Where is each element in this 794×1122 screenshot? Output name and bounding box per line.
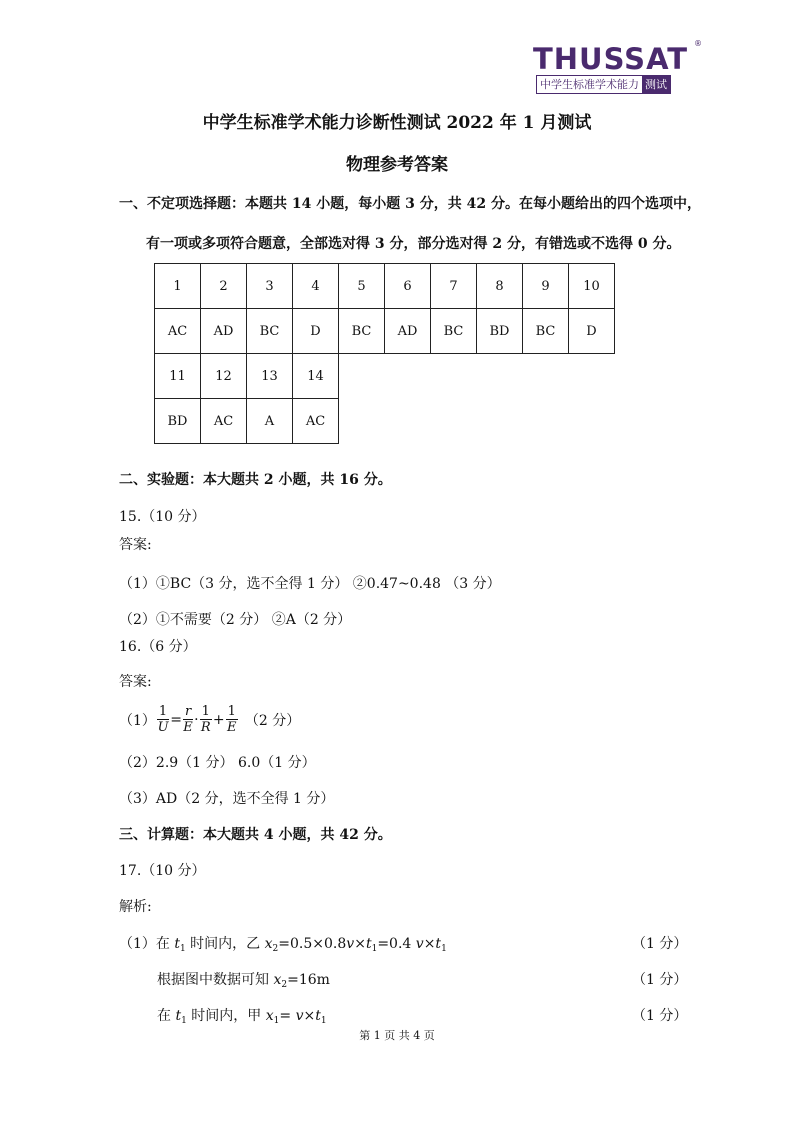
formula-equals: = bbox=[170, 711, 182, 728]
section1-instruction-line2: 有一项或多项符合题意，全部选对得 3 分，部分选对得 2 分，有错选或不选得 0 分。 bbox=[146, 236, 681, 252]
table-row bbox=[155, 354, 615, 399]
table-row bbox=[155, 264, 615, 309]
table-cell: 10 bbox=[569, 264, 615, 309]
subscript: 1 bbox=[320, 1016, 327, 1026]
var-v: v bbox=[346, 936, 355, 952]
thussat-logo bbox=[533, 39, 702, 92]
page-title: 中学生标准学术能力诊断性测试 2022 年 1 月测试 bbox=[202, 113, 592, 133]
text-run: × bbox=[303, 1008, 316, 1024]
table-cell: 5 bbox=[339, 264, 385, 309]
text-run: × bbox=[354, 936, 366, 952]
subscript: 2 bbox=[272, 944, 279, 954]
var-x: x bbox=[264, 936, 273, 952]
table-cell: 1 bbox=[155, 264, 201, 309]
table-cell: BC bbox=[431, 309, 477, 354]
text-run: 根据图中数据可知 bbox=[157, 972, 274, 988]
fraction-denominator: E bbox=[227, 720, 237, 735]
table-empty-cell bbox=[339, 399, 615, 444]
fraction-denominator: R bbox=[200, 720, 211, 735]
q15-part1: （1）①BC（3 分，选不全得 1 分） ②0.47~0.48 （3 分） bbox=[119, 576, 501, 592]
var-t: t bbox=[174, 936, 180, 952]
q16-part2: （2）2.9（1 分） 6.0（1 分） bbox=[119, 755, 316, 771]
text-run: × bbox=[423, 936, 436, 952]
q17-line1-score: （1 分） bbox=[632, 936, 688, 952]
table-cell: BD bbox=[155, 399, 201, 444]
registered-mark: ® bbox=[694, 39, 702, 48]
answer-table bbox=[154, 263, 615, 444]
section2-heading: 二、实验题：本大题共 2 小题，共 16 分。 bbox=[119, 472, 392, 488]
q16-answer-label: 答案: bbox=[119, 674, 152, 690]
subscript: 1 bbox=[180, 944, 186, 954]
section3-heading: 三、计算题：本大题共 4 小题，共 42 分。 bbox=[119, 827, 392, 843]
var-v: v bbox=[295, 1008, 304, 1024]
table-cell: 13 bbox=[247, 354, 293, 399]
q17-analysis-label: 解析: bbox=[119, 899, 152, 915]
subscript: 2 bbox=[281, 980, 288, 990]
subscript: 1 bbox=[181, 1016, 187, 1026]
table-cell: 12 bbox=[201, 354, 247, 399]
formula-fraction bbox=[183, 704, 193, 735]
subscript: 1 bbox=[371, 944, 378, 954]
table-cell: 11 bbox=[155, 354, 201, 399]
table-row bbox=[155, 309, 615, 354]
table-cell: D bbox=[293, 309, 339, 354]
q15-part2: （2）①不需要（2 分） ②A（2 分） bbox=[119, 612, 352, 628]
table-cell: 4 bbox=[293, 264, 339, 309]
subscript: 1 bbox=[273, 1016, 280, 1026]
text-run: （1）在 bbox=[119, 936, 175, 952]
formula-plus: + bbox=[212, 711, 225, 728]
var-t: t bbox=[435, 936, 442, 952]
logo-subtitle-left: 中学生标准学术能力 bbox=[540, 78, 639, 91]
table-cell: 6 bbox=[385, 264, 431, 309]
var-t: t bbox=[315, 1008, 321, 1024]
q16-part1 bbox=[119, 704, 300, 735]
formula-dot: · bbox=[194, 711, 199, 728]
logo-subtitle-right: 测试 bbox=[642, 76, 670, 93]
fraction-numerator: 1 bbox=[158, 704, 168, 719]
text-run: 在 bbox=[157, 1008, 176, 1024]
section1-instruction-line1: 一、不定项选择题：本题共 14 小题，每小题 3 分，共 42 分。在每小题给出的四个选项中， bbox=[119, 196, 701, 212]
var-v: v bbox=[415, 936, 424, 952]
fraction-numerator: r bbox=[184, 704, 192, 719]
q15-label: 15.（10 分） bbox=[119, 509, 206, 525]
q17-line2-score: （1 分） bbox=[632, 972, 688, 988]
table-cell: 14 bbox=[293, 354, 339, 399]
table-cell: BC bbox=[339, 309, 385, 354]
table-cell: 2 bbox=[201, 264, 247, 309]
table-cell: AC bbox=[155, 309, 201, 354]
page-subtitle: 物理参考答案 bbox=[346, 155, 448, 175]
table-cell: AC bbox=[293, 399, 339, 444]
logo-subtitle-box bbox=[536, 75, 671, 94]
q17-line1 bbox=[119, 933, 447, 954]
var-t: t bbox=[365, 936, 372, 952]
q17-line3 bbox=[157, 1005, 327, 1026]
table-cell: 8 bbox=[477, 264, 523, 309]
fraction-numerator: 1 bbox=[227, 704, 236, 719]
q16-part3: （3）AD（2 分，选不全得 1 分） bbox=[119, 791, 335, 807]
q16-label: 16.（6 分） bbox=[119, 639, 197, 655]
text-run: =0.5×0.8 bbox=[278, 936, 347, 952]
q16-part1-prefix: （1） bbox=[119, 712, 156, 729]
fraction-numerator: 1 bbox=[201, 704, 210, 719]
table-cell: 9 bbox=[523, 264, 569, 309]
var-x: x bbox=[265, 1008, 274, 1024]
q17-line2 bbox=[157, 969, 330, 990]
q17-line3-score: （1 分） bbox=[632, 1008, 688, 1024]
text-run: = bbox=[279, 1008, 296, 1024]
table-cell: BC bbox=[247, 309, 293, 354]
fraction-denominator: U bbox=[157, 720, 169, 735]
text-run: =16m bbox=[287, 972, 330, 988]
table-cell: 7 bbox=[431, 264, 477, 309]
text-run: 时间内，甲 bbox=[186, 1008, 266, 1024]
formula-fraction bbox=[226, 704, 238, 735]
q15-answer-label: 答案: bbox=[119, 537, 152, 553]
formula-fraction bbox=[200, 704, 212, 735]
fraction-denominator: E bbox=[183, 720, 193, 735]
table-row bbox=[155, 399, 615, 444]
formula-fraction bbox=[157, 704, 169, 735]
logo-wordmark: THUSSAT bbox=[533, 42, 689, 76]
table-cell: 3 bbox=[247, 264, 293, 309]
q16-part1-score: （2 分） bbox=[244, 712, 301, 729]
table-cell: BD bbox=[477, 309, 523, 354]
q17-label: 17.（10 分） bbox=[119, 863, 206, 879]
table-cell: D bbox=[569, 309, 615, 354]
table-empty-cell bbox=[339, 354, 615, 399]
var-x: x bbox=[273, 972, 282, 988]
table-cell: BC bbox=[523, 309, 569, 354]
table-cell: AD bbox=[385, 309, 431, 354]
text-run: 时间内，乙 bbox=[185, 936, 265, 952]
table-cell: AD bbox=[201, 309, 247, 354]
var-t: t bbox=[175, 1008, 182, 1024]
page-footer: 第 1 页 共 4 页 bbox=[359, 1029, 435, 1042]
text-run: =0.4 bbox=[377, 936, 416, 952]
subscript: 1 bbox=[441, 944, 447, 954]
table-cell: AC bbox=[201, 399, 247, 444]
table-cell: A bbox=[247, 399, 293, 444]
